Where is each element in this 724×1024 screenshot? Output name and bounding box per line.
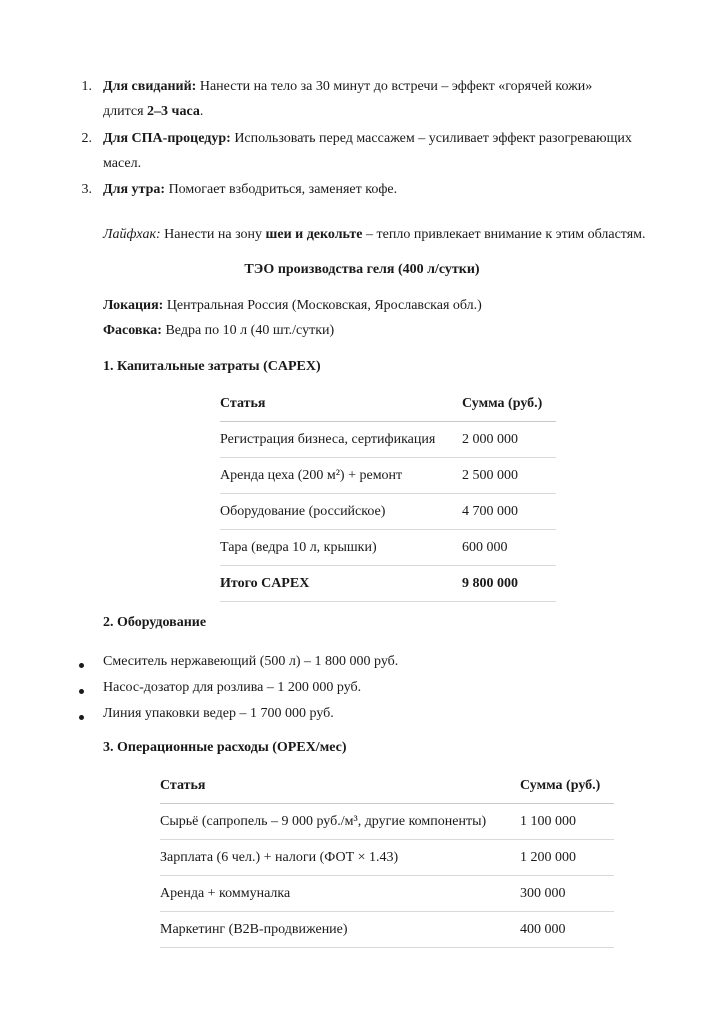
bullet-icon [79,689,84,694]
table-row [160,840,614,876]
row-item: Зарплата (6 чел.) + налоги (ФОТ × 1.43) [160,849,399,865]
list-number: 1. [81,79,92,94]
bullet-icon [79,715,84,720]
list-item-text-cont: масел. [103,156,142,171]
table-row [220,530,556,566]
column-header-item: Статья [220,395,266,411]
lifehack-label: Лайфхак: [103,227,161,242]
packaging-label: Фасовка: [103,323,162,338]
equipment-item-text: Линия упаковки ведер – 1 700 000 руб. [103,706,334,721]
equipment-heading: 2. Оборудование [103,615,207,630]
opex-table [160,768,614,948]
table-row [160,876,614,912]
column-header-item: Статья [160,777,206,793]
location-value: Центральная Россия (Московская, Ярославская обл.) [163,298,482,313]
capex-heading: 1. Капитальные затраты (CAPEX) [103,359,321,374]
list-item-label: Для утра: [103,182,166,197]
packaging-line [103,323,334,339]
table-header-row [160,768,614,804]
row-item: Маркетинг (B2B-продвижение) [160,921,348,937]
row-item: Оборудование (российское) [220,503,386,519]
row-sum: 2 000 000 [462,431,518,447]
row-sum: 600 000 [462,539,508,555]
opex-heading: 3. Операционные расходы (OPEX/мес) [103,740,347,755]
row-sum: 1 100 000 [520,813,576,829]
row-item: Аренда цеха (200 м²) + ремонт [220,467,403,483]
table-row [160,804,614,840]
list-number: 3. [81,182,92,197]
row-sum: 4 700 000 [462,503,518,519]
row-sum: 2 500 000 [462,467,518,483]
row-item: Аренда + коммуналка [160,885,291,901]
table-row [220,494,556,530]
equipment-item-text: Насос-дозатор для розлива – 1 200 000 руб. [103,680,362,695]
list-item-emphasis: 2–3 часа [147,104,200,119]
row-item: Тара (ведра 10 л, крышки) [220,539,377,555]
location-label: Локация: [103,298,164,313]
table-row [220,458,556,494]
table-header-row [220,386,556,422]
list-item-text-cont: длится [103,104,148,119]
row-item: Сырьё (сапропель – 9 000 руб./м³, другие компоненты) [160,813,487,829]
packaging-value: Ведра по 10 л (40 шт./сутки) [161,323,335,338]
list-item-text: Использовать перед массажем – усиливает эффект разогревающих [230,131,632,146]
lifehack-text: Нанести на зону [160,227,266,242]
lifehack-text-end: – тепло привлекает внимание к этим областям. [362,227,646,242]
row-item: Регистрация бизнеса, сертификация [220,431,436,447]
table-row [160,912,614,948]
list-number: 2. [81,131,92,146]
row-sum: 300 000 [520,885,566,901]
row-sum: 400 000 [520,921,566,937]
list-item-label: Для свиданий: [103,79,197,94]
capex-table [220,386,556,602]
equipment-item-text: Смеситель нержавеющий (500 л) – 1 800 000 руб. [103,654,399,669]
document-title: ТЭО производства геля (400 л/сутки) [244,262,480,277]
row-sum: 1 200 000 [520,849,576,865]
table-total-row [220,566,556,602]
bullet-icon [79,663,84,668]
list-item-text: Помогает взбодриться, заменяет кофе. [165,182,398,197]
list-item-text-end: . [199,104,204,119]
list-item-text: Нанести на тело за 30 минут до встречи – эффект «горячей кожи» [196,79,593,94]
lifehack-emphasis: шеи и декольте [265,227,363,242]
lifehack-note [103,227,646,243]
total-label: Итого CAPEX [220,575,310,591]
table-row [220,422,556,458]
list-item-label: Для СПА-процедур: [103,131,231,146]
total-sum: 9 800 000 [462,575,518,591]
location-line [103,298,482,314]
column-header-sum: Сумма (руб.) [520,777,601,793]
column-header-sum: Сумма (руб.) [462,395,543,411]
